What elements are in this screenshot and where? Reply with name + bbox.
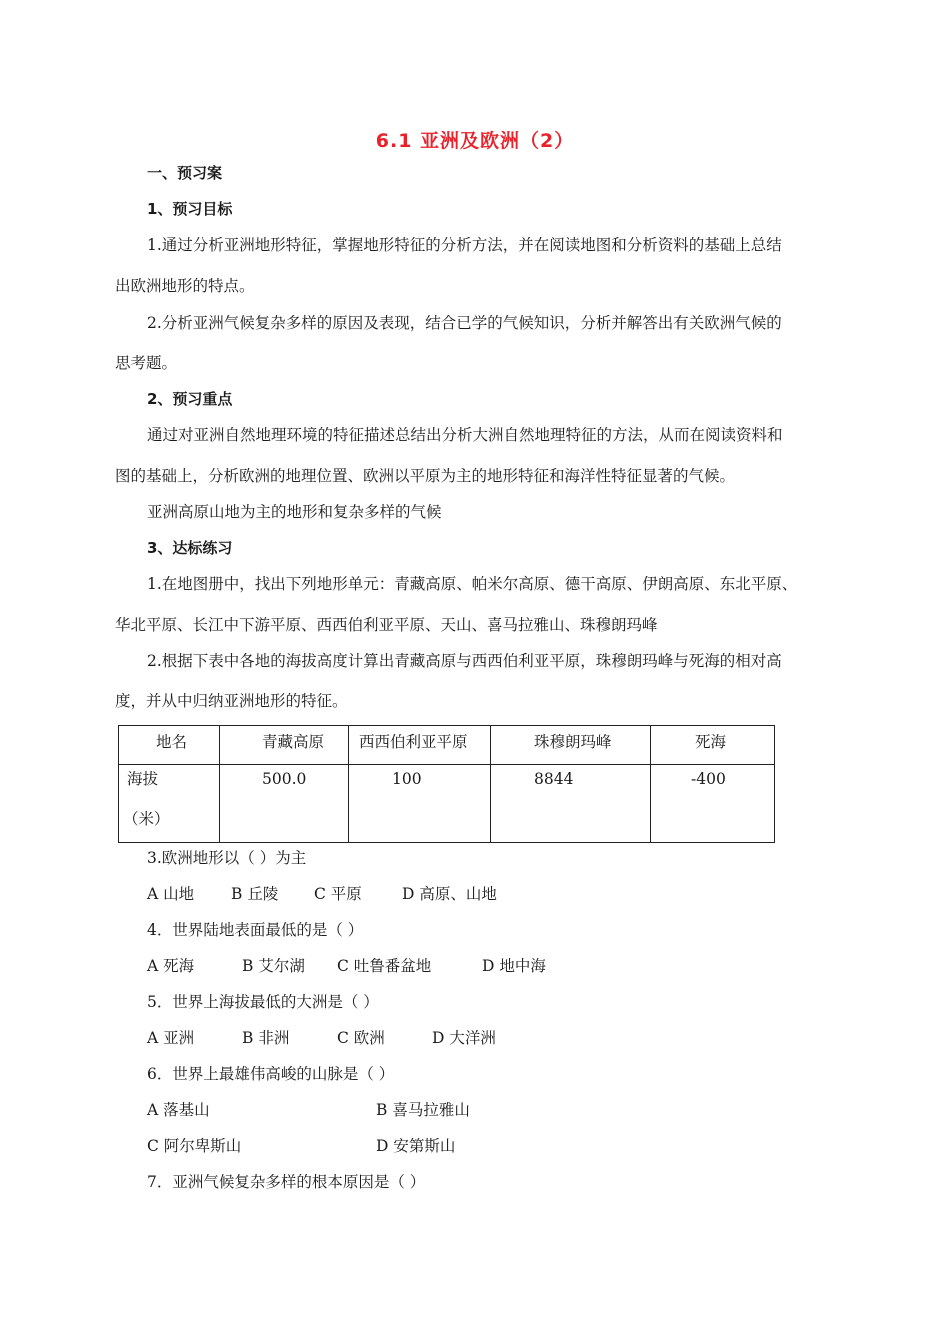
table-row [119,765,775,843]
table-header-cell: 青藏高原 [220,726,349,765]
question-3-option-d: D 高原、山地 [402,885,497,903]
table-header-row [119,726,775,765]
key-line-3: 亚洲高原山地为主的地形和复杂多样的气候 [147,503,442,521]
goal-2-line-2: 思考题。 [115,354,178,372]
question-6-option-d: D 安第斯山 [376,1137,456,1155]
question-5-option-d: D 大洋洲 [432,1029,496,1047]
question-2-line-1: 2.根据下表中各地的海拔高度计算出青藏高原与西西伯利亚平原，珠穆朗玛峰与死海的相对高 [147,652,782,670]
elevation-table [118,725,775,843]
question-1-line-2: 华北平原、长江中下游平原、西西伯利亚平原、天山、喜马拉雅山、珠穆朗玛峰 [115,616,658,634]
table-cell: 8844 [491,765,651,843]
table-cell: -400 [651,765,775,843]
question-3-option-b: B 丘陵 [231,885,279,903]
key-heading: 2、预习重点 [147,390,233,408]
question-3-option-c: C 平原 [314,885,362,903]
question-5: 5．世界上海拔最低的大洲是（ ） [147,993,379,1011]
goal-1-line-2: 出欧洲地形的特点。 [115,277,255,295]
question-6-option-b: B 喜马拉雅山 [376,1101,470,1119]
question-6-option-c: C 阿尔卑斯山 [147,1137,242,1155]
table-header-cell: 死海 [651,726,775,765]
table-row-label: 海拔 （米） [119,765,220,843]
table-cell: 100 [349,765,491,843]
question-2-line-2: 度，并从中归纳亚洲地形的特征。 [115,692,348,710]
question-6-option-a: A 落基山 [147,1101,210,1119]
practice-heading: 3、达标练习 [147,539,233,557]
table-header-cell: 地名 [119,726,220,765]
table-header-cell: 西西伯利亚平原 [349,726,491,765]
goal-heading: 1、预习目标 [147,200,233,218]
question-5-option-b: B 非洲 [242,1029,290,1047]
document-title: 6.1 亚洲及欧洲（2） [375,130,575,152]
question-1-line-1: 1.在地图册中，找出下列地形单元：青藏高原、帕米尔高原、德干高原、伊朗高原、东北平原、 [147,575,798,593]
question-3-option-a: A 山地 [147,885,195,903]
question-5-option-c: C 欧洲 [337,1029,385,1047]
goal-1-line-1: 1.通过分析亚洲地形特征，掌握地形特征的分析方法，并在阅读地图和分析资料的基础上总结 [147,236,782,254]
key-line-1: 通过对亚洲自然地理环境的特征描述总结出分析大洲自然地理特征的方法，从而在阅读资料和 [147,426,783,444]
question-6: 6．世界上最雄伟高峻的山脉是（ ） [147,1065,395,1083]
question-3: 3.欧洲地形以（ ）为主 [147,849,307,867]
question-4-option-c: C 吐鲁番盆地 [337,957,432,975]
table-cell: 500.0 [220,765,349,843]
question-5-option-a: A 亚洲 [147,1029,195,1047]
question-4-option-d: D 地中海 [482,957,546,975]
table-header-cell: 珠穆朗玛峰 [491,726,651,765]
goal-2-line-1: 2.分析亚洲气候复杂多样的原因及表现，结合已学的气候知识，分析并解答出有关欧洲气候的 [147,314,782,332]
question-4-option-a: A 死海 [147,957,195,975]
key-line-2: 图的基础上，分析欧洲的地理位置、欧洲以平原为主的地形特征和海洋性特征显著的气候。 [115,467,736,485]
question-7: 7．亚洲气候复杂多样的根本原因是（ ） [147,1173,426,1191]
question-4: 4．世界陆地表面最低的是（ ） [147,921,364,939]
question-4-option-b: B 艾尔湖 [242,957,305,975]
section-heading-preview: 一、预习案 [147,164,223,182]
